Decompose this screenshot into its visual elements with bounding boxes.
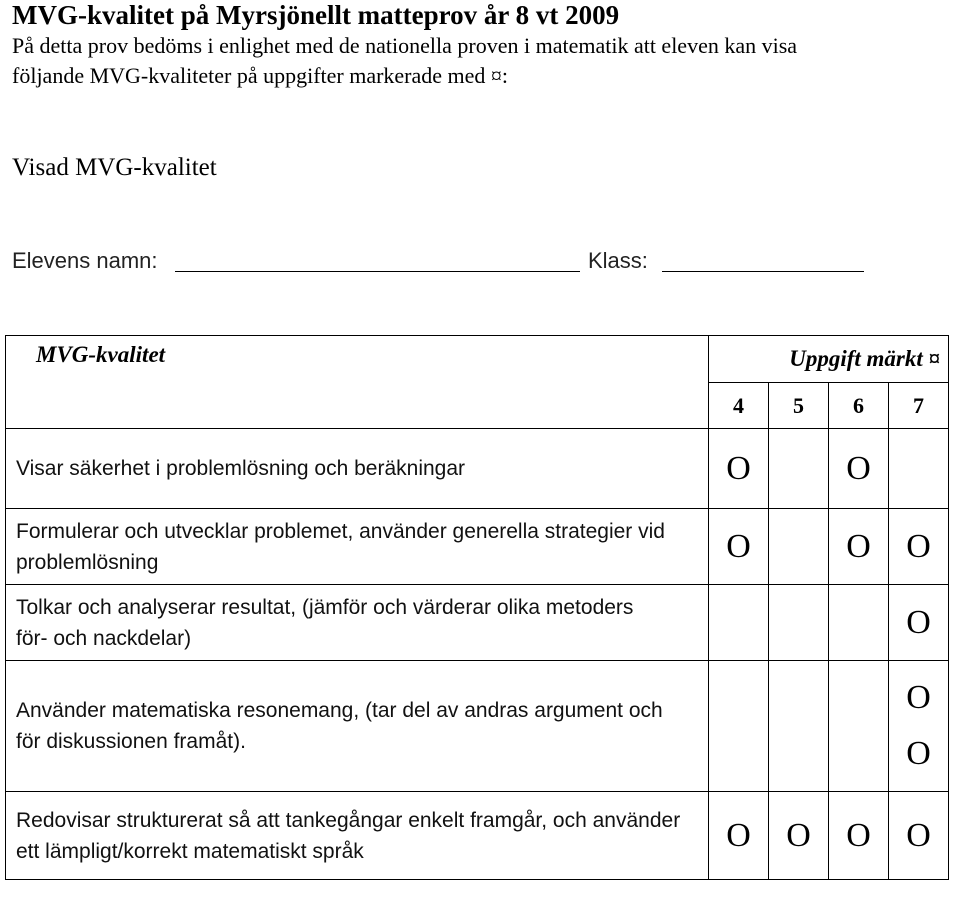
section-heading: Visad MVG-kvalitet [12,154,217,181]
mark-cell [709,661,769,792]
description-line: Tolkar och analyserar resultat, (jämför och värderar olika metoders [16,595,634,619]
task-header: Uppgift märkt ¤ [709,336,949,383]
mark-cell [889,429,949,509]
student-name-label: Elevens namn: [12,248,158,273]
description-line: ett lämpligt/korrekt matematiskt språk [16,839,364,863]
task-number: 6 [829,383,889,429]
quality-description [6,585,709,661]
student-name-line[interactable] [175,271,580,272]
quality-table [5,335,949,880]
mark-cell: O [769,792,829,880]
mark-cell [769,661,829,792]
description-line: Använder matematiska resonemang, (tar del av andras argument och [16,699,663,722]
mark-cell: O [829,792,889,880]
quality-description [6,661,709,792]
task-number: 5 [769,383,829,429]
mark-cell: O [889,585,949,661]
mark-cell: O [829,509,889,585]
description-line: Formulerar och utvecklar problemet, använder generella strategier vid [16,519,665,543]
description-line: problemlösning [16,550,159,574]
class-line[interactable] [662,271,864,272]
mark-cell: O [829,429,889,509]
mark-cell: O [709,792,769,880]
quality-header: MVG-kvalitet [6,336,709,429]
mark-cell: O [889,509,949,585]
description-line: för diskussionen framåt). [16,730,246,753]
mark-cell [769,429,829,509]
quality-description [6,792,709,880]
intro-line-2: följande MVG-kvaliteter på uppgifter markerade med ¤: [12,63,509,88]
quality-description [6,429,709,509]
document-title: MVG-kvalitet på Myrsjönellt matteprov år 8 vt 2009 [12,0,620,30]
table-header-row [6,336,949,383]
mark-cell [829,585,889,661]
intro-line-1: På detta prov bedöms i enlighet med de nationella proven i matematik att eleven kan visa [12,33,798,58]
class-label: Klass: [588,248,648,273]
description-line: för- och nackdelar) [16,626,192,650]
mark-cell [769,509,829,585]
mark-cell [829,661,889,792]
task-number: 7 [889,383,949,429]
table-row [6,585,949,661]
description-line: Redovisar strukturerat så att tankegångar enkelt framgår, och använder [16,808,681,832]
table-row [6,429,949,509]
table-row [6,509,949,585]
mark-cell: O [709,429,769,509]
quality-description [6,509,709,585]
task-number: 4 [709,383,769,429]
mark-cell [709,585,769,661]
mark-cell: O [889,792,949,880]
table-row [6,792,949,880]
table-row [6,661,949,792]
mark-cell: O O [889,661,949,792]
mark-cell: O [709,509,769,585]
description-line: Visar säkerhet i problemlösning och beräkningar [16,457,466,480]
mark-cell [769,585,829,661]
